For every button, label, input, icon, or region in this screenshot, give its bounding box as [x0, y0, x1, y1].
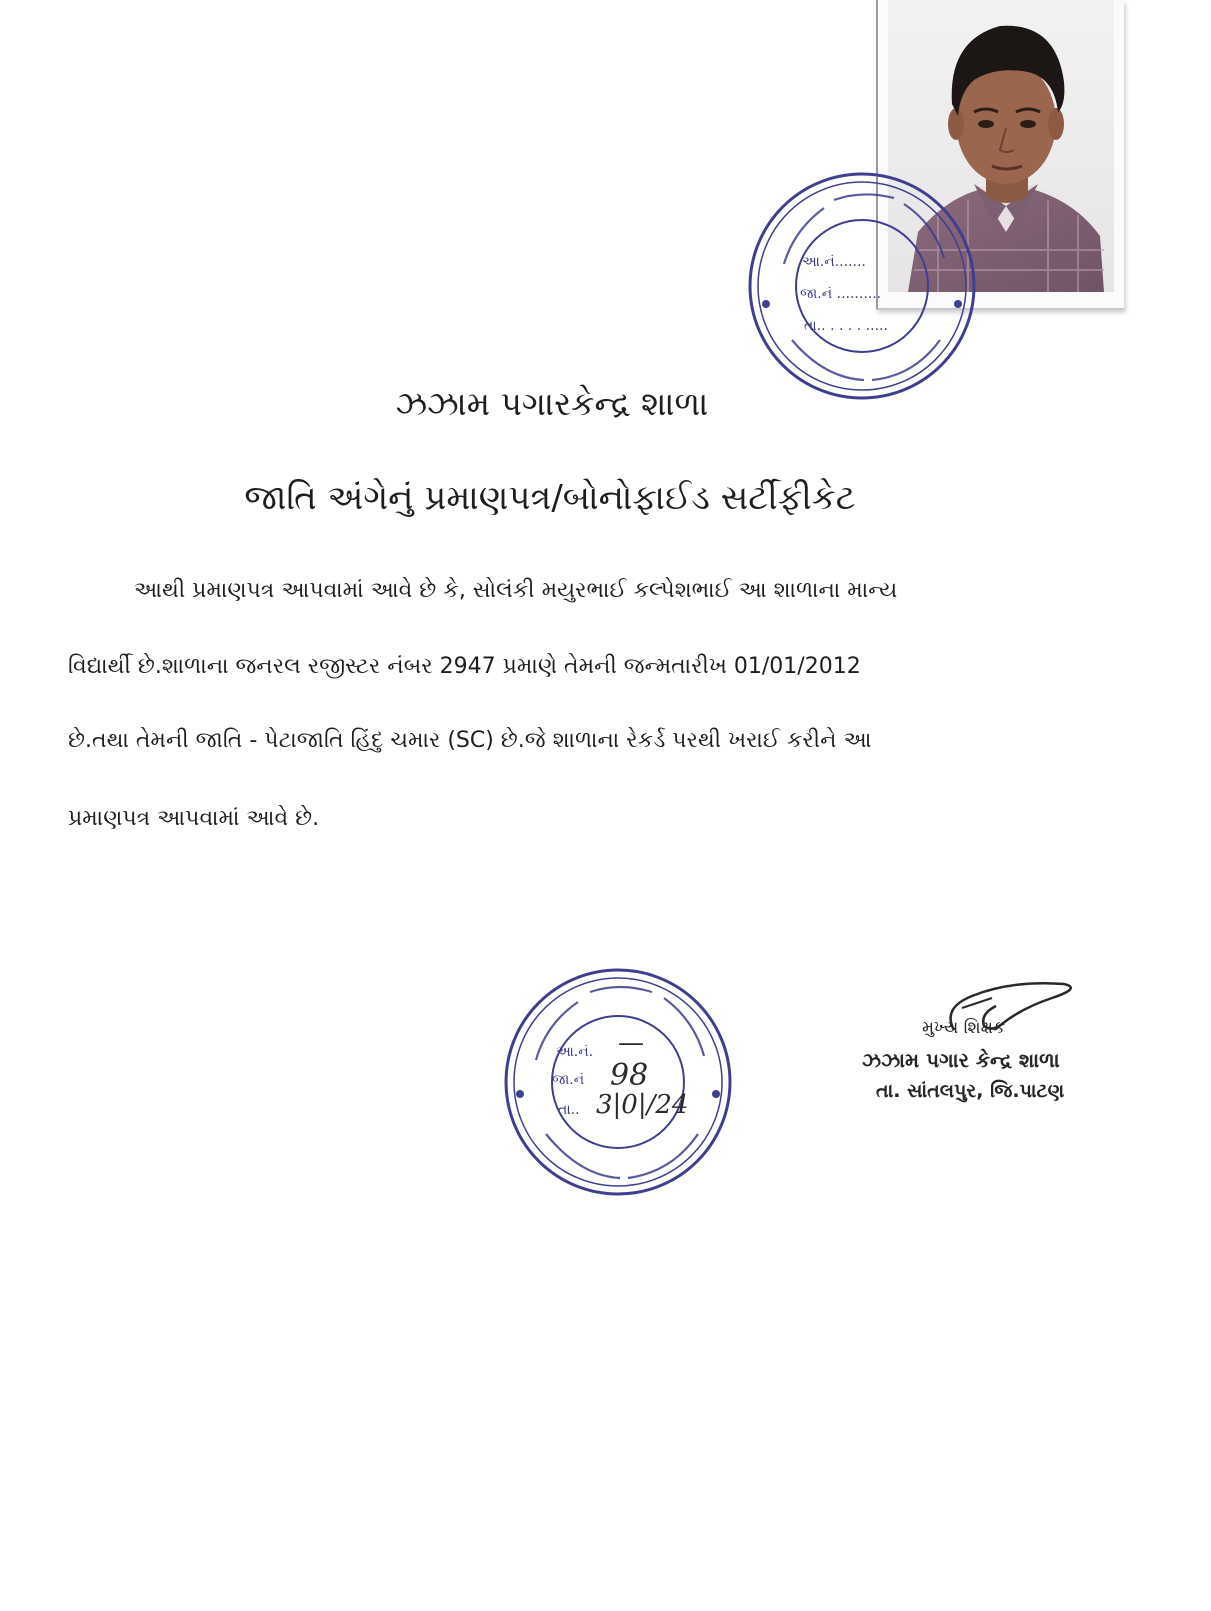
handwritten-entry-a: — — [618, 1028, 644, 1058]
certificate-title: જાતિ અંગેનું પ્રમાણપત્ર/બોનોફાઈડ સર્ટીફીકેટ — [244, 478, 856, 518]
school-stamp-bottom — [500, 964, 736, 1200]
stamp-field-b: જા.નં .......... — [800, 286, 882, 302]
school-name-heading: ઝઝામ પગારકેન્દ્ર શાળા — [395, 384, 709, 423]
signature-address: તા. સાંતલપુર, જિ.પાટણ — [876, 1080, 1065, 1102]
body-line-4: પ્રમાણપત્ર આપવામાં આવે છે. — [68, 806, 320, 831]
signature-school: ઝઝામ પગાર કેન્દ્ર શાળા — [862, 1048, 1060, 1072]
stamp-field-a: આ.નં....... — [802, 254, 866, 270]
body-line-3: છે.તથા તેમની જાતિ - પેટાજાતિ હિંદુ ચમાર (SC) છે.જે શાળાના રેકર્ડ પરથી ખરાઈ કરીને આ — [68, 728, 872, 753]
stamp-field-a: આ.નં. — [556, 1044, 594, 1060]
stamp-field-c: તા.. . . . . ..... — [804, 318, 888, 334]
stamp-field-b: જા.નં — [552, 1072, 585, 1088]
signature-title: મુખ્ય શિક્ષક — [922, 1018, 1005, 1038]
principal-signature-block — [862, 984, 1142, 1124]
handwritten-entry-b: 98 — [610, 1058, 649, 1093]
body-line-1: આથી પ્રમાણપત્ર આપવામાં આવે છે કે, સોલંકી મયુરભાઈ કલ્પેશભાઈ આ શાળાના માન્ય — [134, 578, 898, 603]
handwritten-entry-c: 3|0|/24 — [596, 1090, 689, 1120]
school-stamp-top — [744, 168, 980, 404]
stamp-field-c: તા.. — [558, 1102, 580, 1118]
body-line-2: વિદ્યાર્થી છે.શાળાના જનરલ રજીસ્ટર નંબર 2947 પ્રમાણે તેમની જન્મતારીખ 01/01/2012 — [68, 654, 861, 679]
